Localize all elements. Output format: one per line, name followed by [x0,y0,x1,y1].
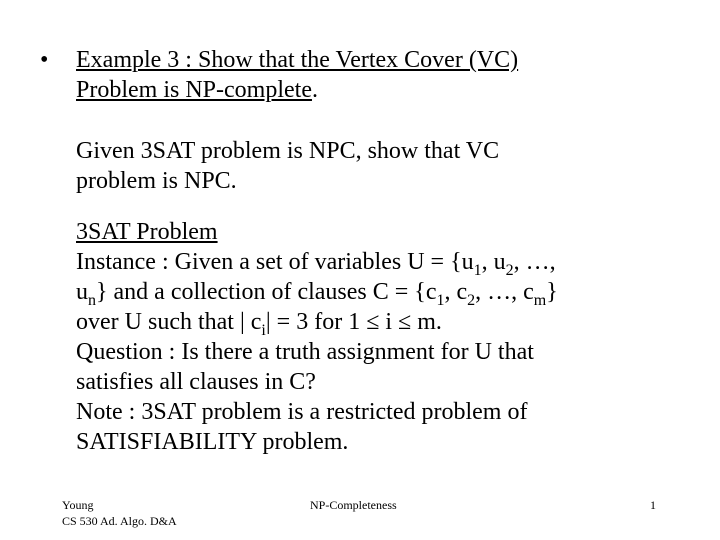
question-line-1: Question : Is there a truth assignment for U that [76,339,534,365]
instance-line-2: $u_n$} and a collection of clauses $C = \{c_1$, $c_2$, …, $c_m$} [76,279,558,309]
heading-line-1: Example 3 : Show that the Vertex Cover (VC) [76,47,519,73]
bullet-marker: • [40,47,49,73]
question-line-2: satisfies all clauses in C? [76,369,316,395]
note-line-1: Note : 3SAT problem is a restricted problem of [76,399,528,425]
instance-line-3: over U such that | $c_i| = 3$ for 1 ≤ i ≤ m. [76,309,442,339]
instance-line-1: Instance : Given a set of variables $U = \{u_1$, $u_2$, …, [76,249,556,279]
footer-author: Young [62,498,94,512]
sat-title: 3SAT Problem [76,219,218,245]
heading-period: . [311,77,318,103]
given-line-1: Given 3SAT problem is NPC, show that VC [76,138,500,164]
given-paragraph [76,136,686,196]
footer-author-block [62,497,177,529]
footer-page-number: 1 [650,498,656,512]
slide-heading [76,45,676,105]
heading-line-2: Problem is NP-complete [76,77,312,103]
given-line-2: problem is NPC. [76,168,237,194]
footer-course: CS 530 Ad. Algo. D&A [62,514,177,528]
note-line-2: SATISFIABILITY problem. [76,429,349,455]
sat-problem-block [76,217,686,457]
footer-topic: NP-Completeness [310,498,397,512]
